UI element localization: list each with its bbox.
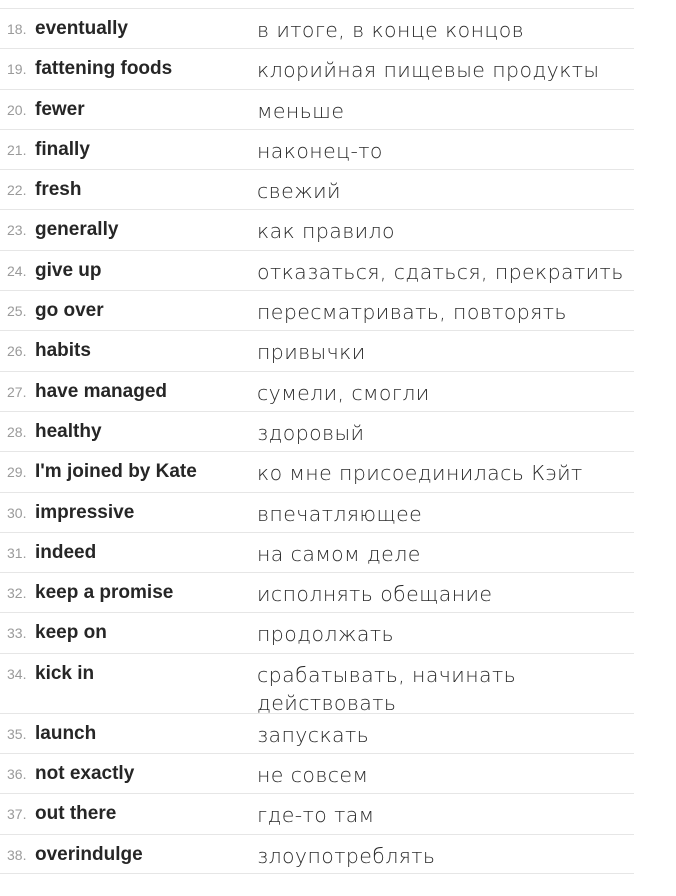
item-number: 30. — [7, 504, 27, 521]
item-number: 35. — [7, 725, 27, 742]
vocabulary-list — [0, 8, 634, 874]
item-number: 32. — [7, 585, 27, 602]
list-item — [0, 8, 634, 48]
english-term: eventually — [35, 18, 128, 39]
list-item — [0, 572, 634, 612]
list-item — [0, 793, 634, 833]
item-number: 36. — [7, 766, 27, 783]
list-item — [0, 129, 634, 169]
term-cell — [0, 613, 257, 644]
russian-translation: исполнять обещание — [257, 582, 493, 607]
russian-translation: как правило — [257, 219, 395, 244]
russian-translation: запускать — [257, 722, 370, 747]
item-number: 18. — [7, 21, 27, 37]
english-term: launch — [35, 722, 97, 744]
item-number: 26. — [7, 343, 27, 360]
russian-translation: пересматривать, повторять — [257, 300, 567, 325]
english-term: finally — [35, 138, 90, 160]
term-cell — [0, 251, 257, 282]
english-term: keep on — [35, 622, 107, 644]
english-term: habits — [35, 340, 91, 362]
english-term: generally — [35, 219, 119, 241]
list-item — [0, 330, 634, 370]
item-number: 25. — [7, 303, 27, 320]
english-term: fewer — [35, 98, 85, 120]
list-item — [0, 250, 634, 290]
russian-translation: продолжать — [257, 622, 394, 647]
item-number: 38. — [7, 846, 27, 863]
english-term: keep a promise — [35, 582, 174, 604]
term-cell — [0, 412, 257, 443]
term-cell — [0, 452, 257, 483]
list-item — [0, 209, 634, 249]
item-number: 23. — [7, 222, 27, 239]
item-number: 29. — [7, 464, 27, 481]
item-number: 20. — [7, 101, 27, 118]
term-cell — [0, 835, 257, 866]
english-term: go over — [35, 300, 104, 322]
english-term: kick in — [35, 662, 95, 684]
english-term: impressive — [35, 501, 135, 523]
list-item — [0, 451, 634, 491]
term-cell — [0, 654, 257, 685]
term-cell — [0, 9, 257, 40]
item-number: 33. — [7, 625, 27, 642]
english-term: out there — [35, 803, 117, 825]
english-term: healthy — [35, 420, 102, 442]
term-cell — [0, 331, 257, 362]
item-number: 19. — [7, 61, 27, 78]
list-item — [0, 169, 634, 209]
list-item — [0, 89, 634, 129]
term-cell — [0, 372, 257, 403]
term-cell — [0, 49, 257, 80]
list-item — [0, 48, 634, 88]
term-cell — [0, 533, 257, 564]
russian-translation: на самом деле — [257, 541, 421, 566]
term-cell — [0, 493, 257, 524]
list-item — [0, 371, 634, 411]
list-item — [0, 834, 634, 874]
russian-translation: сумели, смогли — [257, 380, 430, 405]
item-number: 21. — [7, 141, 27, 158]
item-number: 28. — [7, 423, 27, 440]
russian-translation: в итоге, в конце концов — [257, 18, 525, 42]
term-cell — [0, 210, 257, 241]
list-item — [0, 653, 634, 713]
russian-translation: ко мне присоединилась Кэйт — [257, 461, 583, 486]
russian-translation: впечатляющее — [257, 501, 423, 526]
item-number: 22. — [7, 182, 27, 199]
russian-translation: не совсем — [257, 763, 369, 788]
list-item — [0, 713, 634, 753]
term-cell — [0, 573, 257, 604]
term-cell — [0, 794, 257, 825]
item-number: 24. — [7, 262, 27, 279]
russian-translation: меньше — [257, 98, 345, 123]
russian-translation: клорийная пищевые продукты — [257, 58, 600, 83]
russian-translation: свежий — [257, 179, 341, 204]
english-term: I'm joined by Kate — [35, 461, 197, 483]
item-number: 37. — [7, 806, 27, 823]
english-term: fattening foods — [35, 58, 173, 80]
english-term: give up — [35, 259, 102, 281]
list-item — [0, 753, 634, 793]
russian-translation: наконец-то — [257, 138, 383, 163]
item-number: 27. — [7, 383, 27, 400]
term-cell — [0, 754, 257, 785]
english-term: not exactly — [35, 763, 135, 785]
term-cell — [0, 291, 257, 322]
english-term: fresh — [35, 179, 82, 201]
list-item — [0, 532, 634, 572]
english-term: overindulge — [35, 843, 143, 865]
list-item — [0, 492, 634, 532]
russian-translation: срабатывать, начинать действовать — [257, 662, 517, 715]
term-cell — [0, 90, 257, 121]
english-term: have managed — [35, 380, 167, 402]
item-number: 34. — [7, 665, 27, 682]
term-cell — [0, 170, 257, 201]
list-item — [0, 411, 634, 451]
term-cell — [0, 714, 257, 745]
russian-translation: злоупотреблять — [257, 843, 436, 868]
item-number: 31. — [7, 544, 27, 561]
russian-translation: привычки — [257, 340, 366, 365]
russian-translation: здоровый — [257, 420, 365, 445]
list-item — [0, 612, 634, 652]
russian-translation: где-то там — [257, 803, 375, 828]
list-item — [0, 290, 634, 330]
english-term: indeed — [35, 541, 97, 563]
russian-translation: отказаться, сдаться, прекратить — [257, 259, 624, 284]
term-cell — [0, 130, 257, 161]
